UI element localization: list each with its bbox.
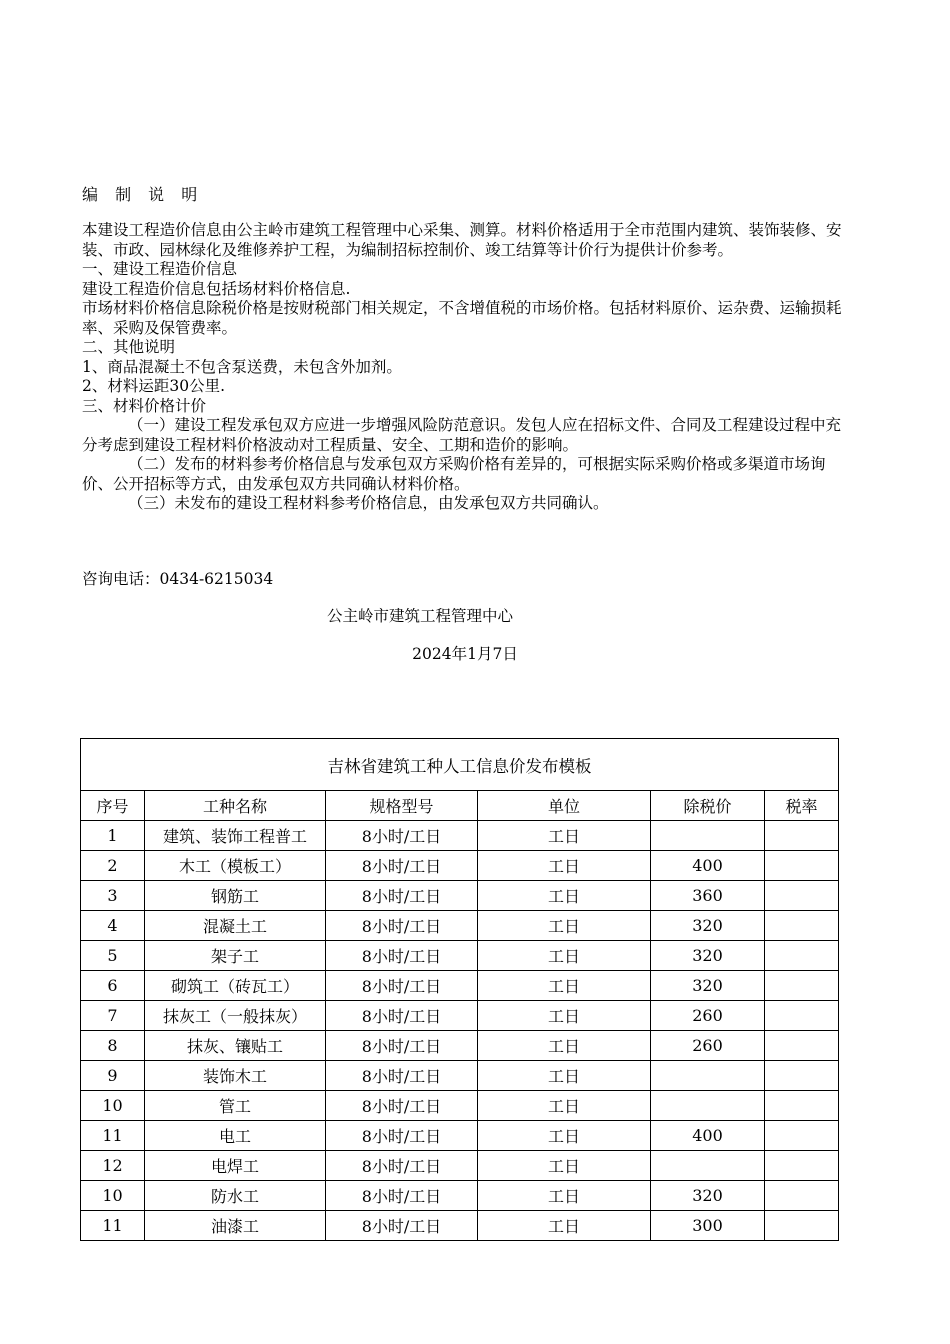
cell-spec: 8小时/工日	[326, 1121, 478, 1151]
cell-price	[651, 821, 765, 851]
table-row	[81, 1001, 839, 1031]
cell-no: 4	[81, 911, 145, 941]
cell-tax	[765, 1181, 839, 1211]
cell-no: 1	[81, 821, 145, 851]
cell-unit: 工日	[478, 1001, 651, 1031]
cell-price: 320	[651, 941, 765, 971]
cell-unit: 工日	[478, 881, 651, 911]
cell-price: 260	[651, 1031, 765, 1061]
cell-tax	[765, 1091, 839, 1121]
cell-tax	[765, 1001, 839, 1031]
cell-spec: 8小时/工日	[326, 821, 478, 851]
cell-unit: 工日	[478, 1181, 651, 1211]
cell-unit: 工日	[478, 1151, 651, 1181]
table-row	[81, 1151, 839, 1181]
cell-name: 电工	[145, 1121, 326, 1151]
cell-tax	[765, 1121, 839, 1151]
cell-spec: 8小时/工日	[326, 1211, 478, 1241]
section2-item2: 2、材料运距30公里.	[82, 377, 226, 395]
cell-tax	[765, 1061, 839, 1091]
cell-tax	[765, 821, 839, 851]
cell-no: 9	[81, 1061, 145, 1091]
cell-unit: 工日	[478, 1121, 651, 1151]
cell-no: 6	[81, 971, 145, 1001]
section1-title: 一、建设工程造价信息	[82, 260, 238, 278]
table-row	[81, 1121, 839, 1151]
header-unit: 单位	[478, 791, 651, 821]
cell-no: 2	[81, 851, 145, 881]
cell-name: 油漆工	[145, 1211, 326, 1241]
cell-tax	[765, 881, 839, 911]
cell-unit: 工日	[478, 821, 651, 851]
cell-price: 320	[651, 1181, 765, 1211]
cell-spec: 8小时/工日	[326, 911, 478, 941]
table-row	[81, 851, 839, 881]
table-title: 吉林省建筑工种人工信息价发布模板	[81, 739, 839, 791]
cell-unit: 工日	[478, 1031, 651, 1061]
cell-name: 抹灰、镶贴工	[145, 1031, 326, 1061]
table-row	[81, 1031, 839, 1061]
table-row	[81, 1211, 839, 1241]
cell-tax	[765, 851, 839, 881]
cell-price: 300	[651, 1211, 765, 1241]
table-row	[81, 1181, 839, 1211]
consult-phone: 咨询电话：0434-6215034	[82, 570, 274, 588]
header-no: 序号	[81, 791, 145, 821]
notes-body	[82, 221, 842, 514]
section3-title: 三、材料价格计价	[82, 396, 207, 415]
cell-name: 木工（模板工）	[145, 851, 326, 881]
cell-tax	[765, 971, 839, 1001]
cell-name: 管工	[145, 1091, 326, 1121]
cell-no: 10	[81, 1091, 145, 1121]
cell-no: 11	[81, 1121, 145, 1151]
table-row	[81, 971, 839, 1001]
cell-tax	[765, 1211, 839, 1241]
cell-unit: 工日	[478, 1091, 651, 1121]
cell-unit: 工日	[478, 971, 651, 1001]
cell-price: 400	[651, 1121, 765, 1151]
table-row	[81, 1061, 839, 1091]
table-row	[81, 821, 839, 851]
cell-spec: 8小时/工日	[326, 1031, 478, 1061]
cell-spec: 8小时/工日	[326, 851, 478, 881]
cell-name: 建筑、装饰工程普工	[145, 821, 326, 851]
issuing-organization: 公主岭市建筑工程管理中心	[326, 607, 513, 625]
cell-tax	[765, 911, 839, 941]
cell-price	[651, 1091, 765, 1121]
header-spec: 规格型号	[326, 791, 478, 821]
cell-tax	[765, 1031, 839, 1061]
table-row	[81, 881, 839, 911]
cell-unit: 工日	[478, 911, 651, 941]
header-tax: 税率	[765, 791, 839, 821]
cell-price: 320	[651, 911, 765, 941]
cell-name: 混凝土工	[145, 911, 326, 941]
cell-spec: 8小时/工日	[326, 1091, 478, 1121]
issue-date: 2024年1月7日	[412, 645, 518, 663]
cell-price: 360	[651, 881, 765, 911]
cell-unit: 工日	[478, 851, 651, 881]
cell-price	[651, 1151, 765, 1181]
table-row	[81, 1091, 839, 1121]
cell-name: 电焊工	[145, 1151, 326, 1181]
cell-spec: 8小时/工日	[326, 881, 478, 911]
cell-unit: 工日	[478, 1211, 651, 1241]
cell-no: 8	[81, 1031, 145, 1061]
header-name: 工种名称	[145, 791, 326, 821]
cell-name: 钢筋工	[145, 881, 326, 911]
table-row	[81, 911, 839, 941]
section2-title: 二、其他说明	[82, 338, 176, 356]
cell-unit: 工日	[478, 941, 651, 971]
cell-tax	[765, 941, 839, 971]
cell-no: 10	[81, 1181, 145, 1211]
cell-spec: 8小时/工日	[326, 1001, 478, 1031]
header-price: 除税价	[651, 791, 765, 821]
table-header-row	[81, 791, 839, 821]
section1-line1: 建设工程造价信息包括场材料价格信息.	[82, 279, 351, 298]
section2-item1: 1、商品混凝土不包含泵送费，未包含外加剂。	[82, 357, 402, 376]
cell-spec: 8小时/工日	[326, 1181, 478, 1211]
cell-price	[651, 1061, 765, 1091]
cell-no: 12	[81, 1151, 145, 1181]
cell-name: 砌筑工（砖瓦工）	[145, 971, 326, 1001]
cell-name: 防水工	[145, 1181, 326, 1211]
cell-name: 装饰木工	[145, 1061, 326, 1091]
cell-no: 3	[81, 881, 145, 911]
cell-no: 7	[81, 1001, 145, 1031]
cell-price: 320	[651, 971, 765, 1001]
cell-tax	[765, 1151, 839, 1181]
cell-no: 5	[81, 941, 145, 971]
notes-heading: 编 制 说 明	[82, 185, 204, 204]
section1-paragraph: 市场材料价格信息除税价格是按财税部门相关规定，不含增值税的市场价格。包括材料原价、运杂费、运输损耗率、采购及保管费率。	[82, 299, 842, 337]
section3-item2: （二）发布的材料参考价格信息与发承包双方采购价格有差异的，可根据实际采购价格或多渠道市场询价、公开招标等方式，由发承包双方共同确认材料价格。	[82, 455, 826, 493]
cell-spec: 8小时/工日	[326, 1061, 478, 1091]
table-row	[81, 941, 839, 971]
cell-price: 400	[651, 851, 765, 881]
cell-spec: 8小时/工日	[326, 1151, 478, 1181]
cell-price: 260	[651, 1001, 765, 1031]
cell-name: 架子工	[145, 941, 326, 971]
intro-paragraph: 本建设工程造价信息由公主岭市建筑工程管理中心采集、测算。材料价格适用于全市范围内建筑、装饰装修、安装、市政、园林绿化及维修养护工程，为编制招标控制价、竣工结算等计价行为提供计价参考。	[82, 221, 842, 259]
section3-item3: （三）未发布的建设工程材料参考价格信息，由发承包双方共同确认。	[128, 494, 609, 512]
cell-no: 11	[81, 1211, 145, 1241]
cell-spec: 8小时/工日	[326, 971, 478, 1001]
wage-table	[80, 738, 839, 1241]
section3-item1: （一）建设工程发承包双方应进一步增强风险防范意识。发包人应在招标文件、合同及工程建设过程中充分考虑到建设工程材料价格波动对工程质量、安全、工期和造价的影响。	[82, 416, 842, 454]
cell-unit: 工日	[478, 1061, 651, 1091]
cell-name: 抹灰工（一般抹灰）	[145, 1001, 326, 1031]
cell-spec: 8小时/工日	[326, 941, 478, 971]
